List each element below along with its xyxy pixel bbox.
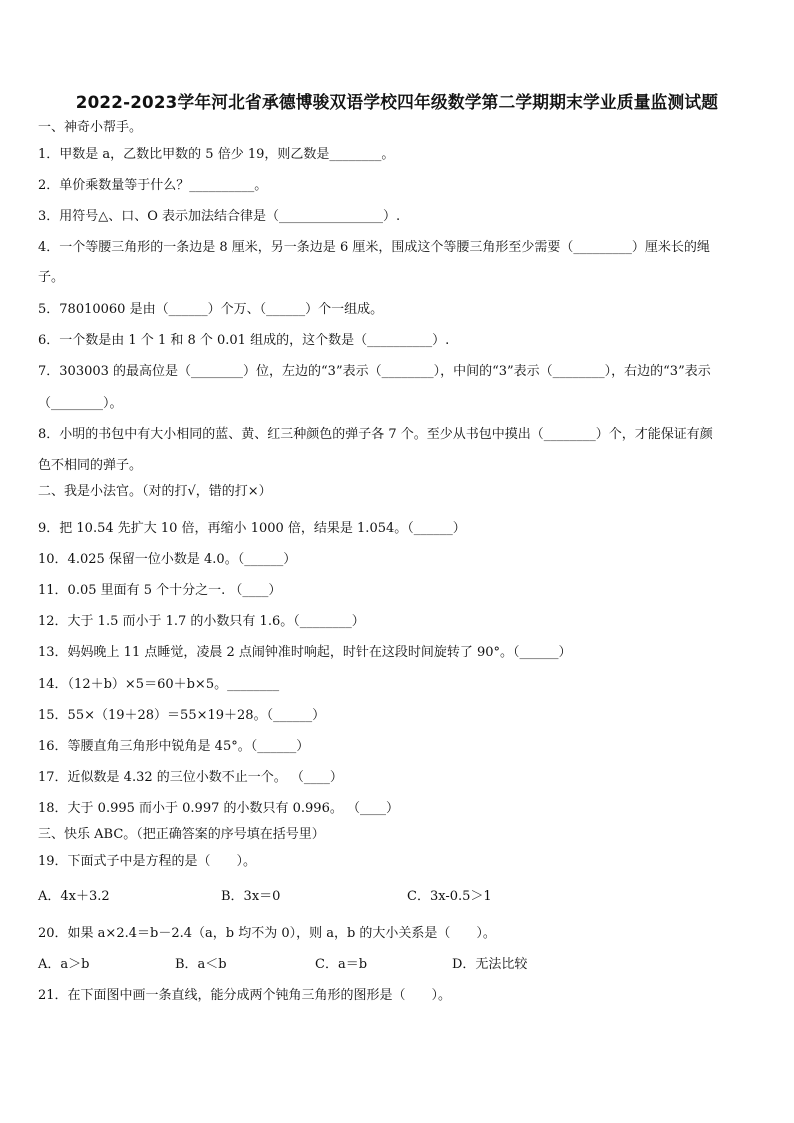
question-14: 14．（12＋b）×5＝60＋b×5。________ [38,677,280,692]
q20-option-b: B．a＜b [175,957,227,972]
question-3: 3．用符号△、口、O 表示加法结合律是（________________）. [38,209,401,224]
question-8-continued: 色不相同的弹子。 [38,458,143,473]
question-6: 6．一个数是由 1 个 1 和 8 个 0.01 组成的，这个数是（__________）. [38,333,450,348]
question-12: 12．大于 1.5 而小于 1.7 的小数只有 1.6。（________） [38,614,365,629]
question-20: 20．如果 a×2.4＝b－2.4（a，b 均不为 0），则 a，b 的大小关系是（ ）。 [38,926,496,941]
question-7-continued: （________）。 [38,396,123,411]
question-19: 19．下面式子中是方程的是（ ）。 [38,854,257,869]
section-3-heading: 三、快乐 ABC。（把正确答案的序号填在括号里） [38,827,325,842]
q19-option-c: C．3x-0.5＞1 [407,889,492,904]
question-17: 17．近似数是 4.32 的三位小数不止一个。 （____） [38,770,343,785]
q20-option-c: C．a＝b [315,957,368,972]
question-15: 15．55×（19＋28）＝55×19＋28。（______） [38,708,326,723]
question-7: 7．303003 的最高位是（________）位，左边的“3”表示（________），中间的“3”表示（________），右边的“3”表示 [38,364,711,379]
question-1: 1．甲数是 a，乙数比甲数的 5 倍少 19，则乙数是________。 [38,147,395,162]
question-5: 5．78010060 是由（______）个万、（______）个一组成。 [38,302,384,317]
section-2-heading: 二、我是小法官。（对的打√，错的打×） [38,484,272,499]
question-16: 16．等腰直角三角形中锐角是 45°。（______） [38,739,310,754]
question-8: 8．小明的书包中有大小相同的蓝、黄、红三种颜色的弹子各 7 个。至少从书包中摸出（________）个，才能保证有颜 [38,427,713,442]
question-13: 13．妈妈晚上 11 点睡觉，凌晨 2 点闹钟准时响起，时针在这段时间旋转了 90°。（______） [38,645,572,660]
q20-option-d: D．无法比较 [452,957,528,972]
question-10: 10．4.025 保留一位小数是 4.0。（______） [38,552,297,567]
q19-option-a: A．4x＋3.2 [38,889,110,904]
page-title: 2022-2023学年河北省承德博骏双语学校四年级数学第二学期期末学业质量监测试题 [75,93,719,113]
q20-option-a: A．a＞b [38,957,90,972]
q19-option-b: B．3x＝0 [221,889,281,904]
question-4: 4．一个等腰三角形的一条边是 8 厘米，另一条边是 6 厘米，围成这个等腰三角形至少需要（_________）厘米长的绳 [38,240,710,255]
question-4-continued: 子。 [38,270,65,285]
question-9: 9．把 10.54 先扩大 10 倍，再缩小 1000 倍，结果是 1.054。（______） [38,521,466,536]
question-11: 11．0.05 里面有 5 个十分之一. （____） [38,583,282,598]
question-21: 21．在下面图中画一条直线，能分成两个钝角三角形的图形是（ ）。 [38,988,452,1003]
question-2: 2．单价乘数量等于什么？__________。 [38,178,268,193]
question-18: 18．大于 0.995 而小于 0.997 的小数只有 0.996。 （____） [38,801,399,816]
section-1-heading: 一、神奇小帮手。 [38,120,143,135]
